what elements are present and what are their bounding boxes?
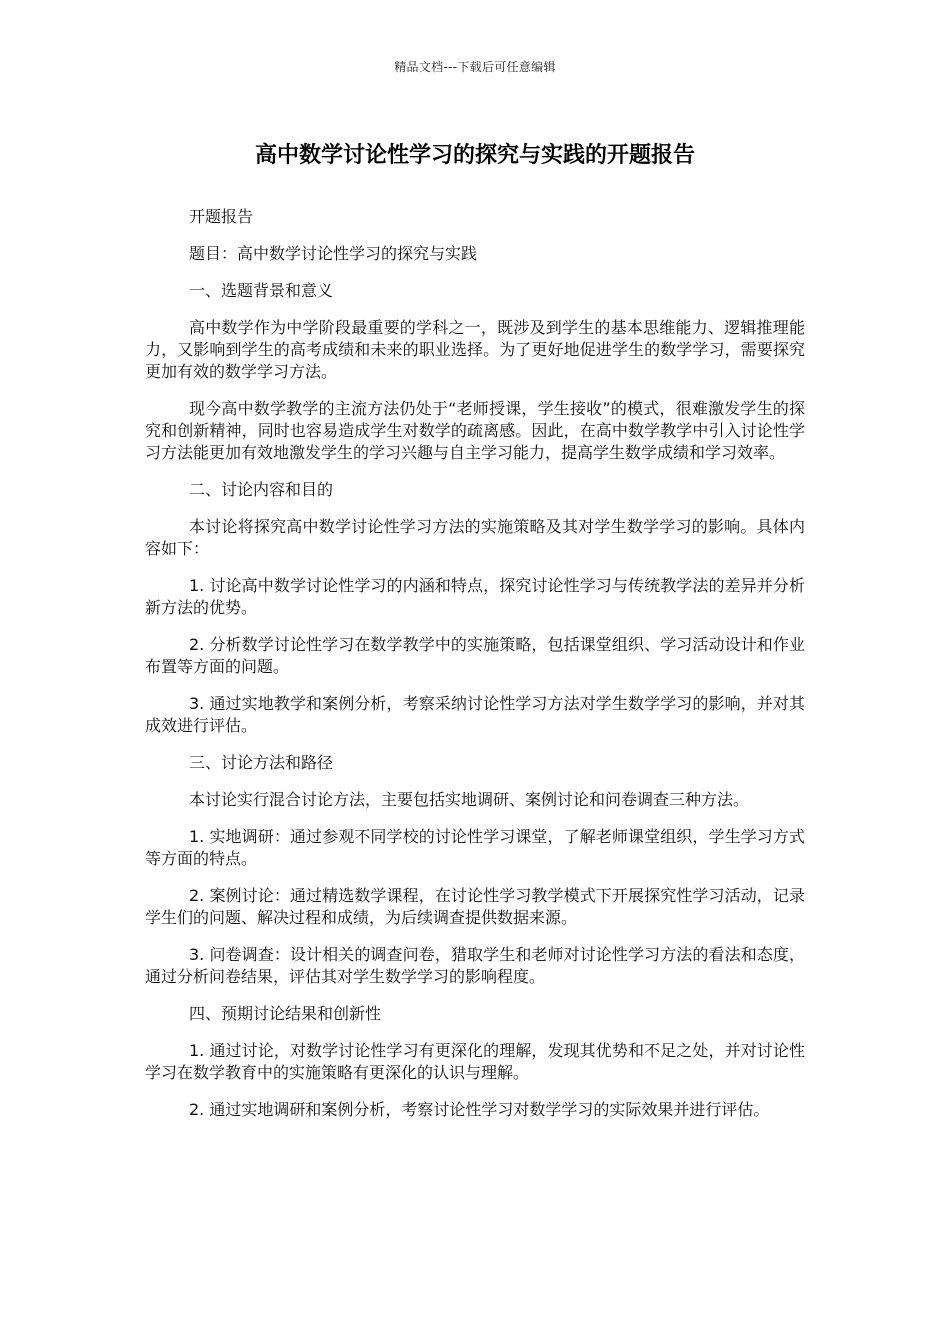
section-heading-results: 四、预期讨论结果和创新性 [189,1004,382,1023]
list-item-content-2: 2. 分析数学讨论性学习在数学教学中的实施策略，包括课堂组织、学习活动设计和作业布置等方面的问题。 [145,635,805,676]
list-item-method-1: 1. 实地调研：通过参观不同学校的讨论性学习课堂，了解老师课堂组织，学生学习方式等方面的特点。 [145,827,805,868]
list-item-method-2: 2. 案例讨论：通过精选数学课程，在讨论性学习教学模式下开展探究性学习活动，记录学生们的问题、解决过程和成绩，为后续调查提供数据来源。 [145,886,805,927]
list-item-method-3: 3. 问卷调查：设计相关的调查问卷，猎取学生和老师对讨论性学习方法的看法和态度，通过分析问卷结果，评估其对学生数学学习的影响程度。 [145,945,805,986]
document-body [145,206,805,1136]
paragraph-label-kaiti: 开题报告 [189,207,254,226]
section-heading-method: 三、讨论方法和路径 [189,753,334,772]
header-note: 精品文档---下载后可任意编辑 [394,60,556,74]
paragraph-background-1: 高中数学作为中学阶段最重要的学科之一，既涉及到学生的基本思维能力、逻辑推理能力，又影响到学生的高考成绩和未来的职业选择。为了更好地促进学生的数学学习，需要探究更加有效的数学学习方法。 [145,318,805,381]
section-heading-content: 二、讨论内容和目的 [189,480,334,499]
paragraph-method-intro: 本讨论实行混合讨论方法，主要包括实地调研、案例讨论和问卷调查三种方法。 [189,790,750,809]
paragraph-topic: 题目：高中数学讨论性学习的探究与实践 [189,244,478,263]
paragraph-background-2: 现今高中数学教学的主流方法仍处于“老师授课，学生接收”的模式，很难激发学生的探究和创新精神，同时也容易造成学生对数学的疏离感。因此，在高中数学教学中引入讨论性学习方法能更加有效地激发学生的学习兴趣与自主学习能力，提高学生数学成绩和学习效率。 [145,399,805,462]
document-title: 高中数学讨论性学习的探究与实践的开题报告 [254,143,695,168]
section-heading-background: 一、选题背景和意义 [189,281,334,300]
list-item-results-1: 1. 通过讨论，对数学讨论性学习有更深化的理解，发现其优势和不足之处，并对讨论性学习在数学教育中的实施策略有更深化的认识与理解。 [145,1041,805,1082]
list-item-content-3: 3. 通过实地教学和案例分析，考察采纳讨论性学习方法对学生数学学习的影响，并对其成效进行评估。 [145,694,805,735]
list-item-content-1: 1. 讨论高中数学讨论性学习的内涵和特点，探究讨论性学习与传统教学法的差异并分析新方法的优势。 [145,576,805,617]
list-item-results-2: 2. 通过实地调研和案例分析，考察讨论性学习对数学学习的实际效果并进行评估。 [189,1100,770,1119]
paragraph-content-intro: 本讨论将探究高中数学讨论性学习方法的实施策略及其对学生数学学习的影响。具体内容如下： [145,517,805,558]
